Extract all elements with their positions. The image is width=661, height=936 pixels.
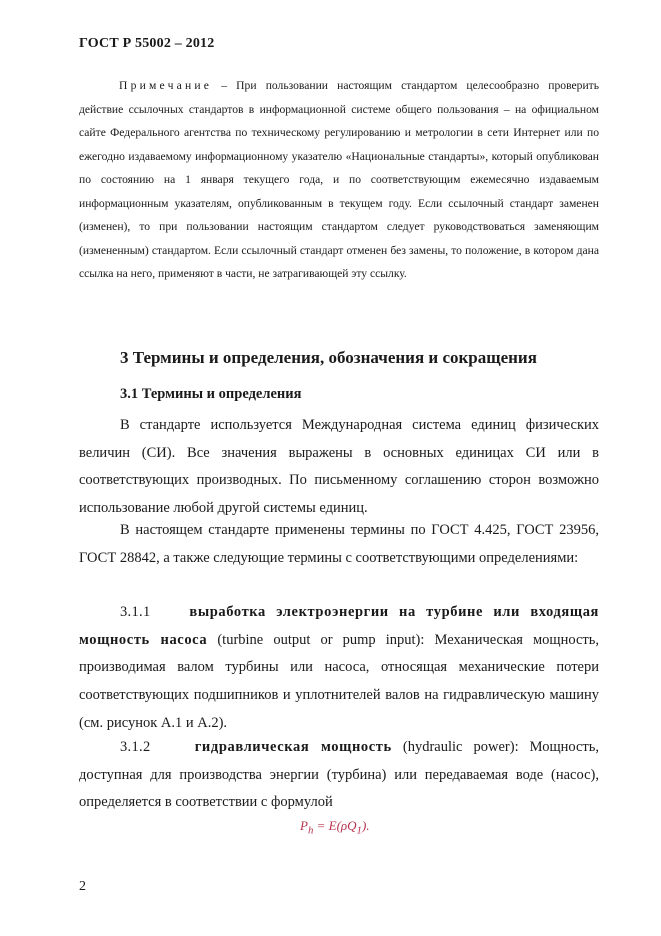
term-definition: (hydraulic power): Мощность, доступная для производства энергии (турбина) или передаваемая воде (насос), определяется в соответствии с формулой bbox=[79, 739, 599, 811]
term-number: 3.1.2 bbox=[120, 739, 151, 755]
hydraulic-power-formula bbox=[300, 818, 370, 837]
term-number: 3.1.1 bbox=[120, 604, 151, 620]
formula-rhs-subscript: 1 bbox=[356, 824, 362, 837]
note-paragraph bbox=[79, 74, 599, 286]
subsection-heading: 3.1 Термины и определения bbox=[120, 386, 302, 402]
note-text: – При пользовании настоящим стандартом целесообразно проверить действие ссылочных стандартов в информационной системе общего пользования – на официальном сайте Федерального агентства по техническому регулированию и метрологии в сети Интернет или по ежегодно издаваемому информационному указателю «Национальные стандарты», который опубликован по состоянию на 1 января текущего года, и по соответствующим ежемесячно издаваемым информационным указателям, опубликованным в текущем году. Если ссылочный стандарт заменен (изменен), то при пользовании настоящим стандартом следует руководствоваться заменяющим (измененным) стандартом. Если ссылочный стандарт отменен без замены, то положение, в котором дана ссылка на него, применяют в части, не затрагивающей эту ссылку. bbox=[79, 79, 599, 280]
paragraph-units: В стандарте используется Международная система единиц физических величин (СИ). Все значения выражены в основных единицах СИ или в соответствующих производных. По письменному соглашению сторон возможно использование любой другой системы единиц. bbox=[79, 417, 599, 517]
term-name: выработка электроэнергии на турбине или входящая мощность насоса bbox=[79, 604, 599, 648]
formula-rhs: = E(ρQ bbox=[313, 818, 357, 833]
paragraph-terms-intro: В настоящем стандарте применены термины по ГОСТ 4.425, ГОСТ 23956, ГОСТ 28842, а также следующие термины с соответствующими определениями: bbox=[79, 522, 599, 566]
document-header: ГОСТ Р 55002 – 2012 bbox=[79, 36, 215, 51]
term-definition: (turbine output or pump input): Механическая мощность, производимая валом турбины или насоса, относящая механические потери соответствующих подшипников и уплотнителей валов на гидравлическую машину (см. рисунок А.1 и А.2). bbox=[79, 631, 599, 731]
page-number: 2 bbox=[79, 879, 86, 894]
formula-tail: ). bbox=[361, 818, 370, 833]
term-entry-hydraulic-power bbox=[79, 734, 599, 817]
term-entry-turbine-output bbox=[79, 599, 599, 738]
section-heading: 3 Термины и определения, обозначения и сокращения bbox=[120, 348, 537, 367]
term-name: гидравлическая мощность bbox=[194, 739, 392, 755]
note-label: Примечание bbox=[119, 79, 213, 92]
formula-lhs-subscript: h bbox=[307, 824, 314, 837]
formula-lhs: P bbox=[300, 818, 308, 833]
